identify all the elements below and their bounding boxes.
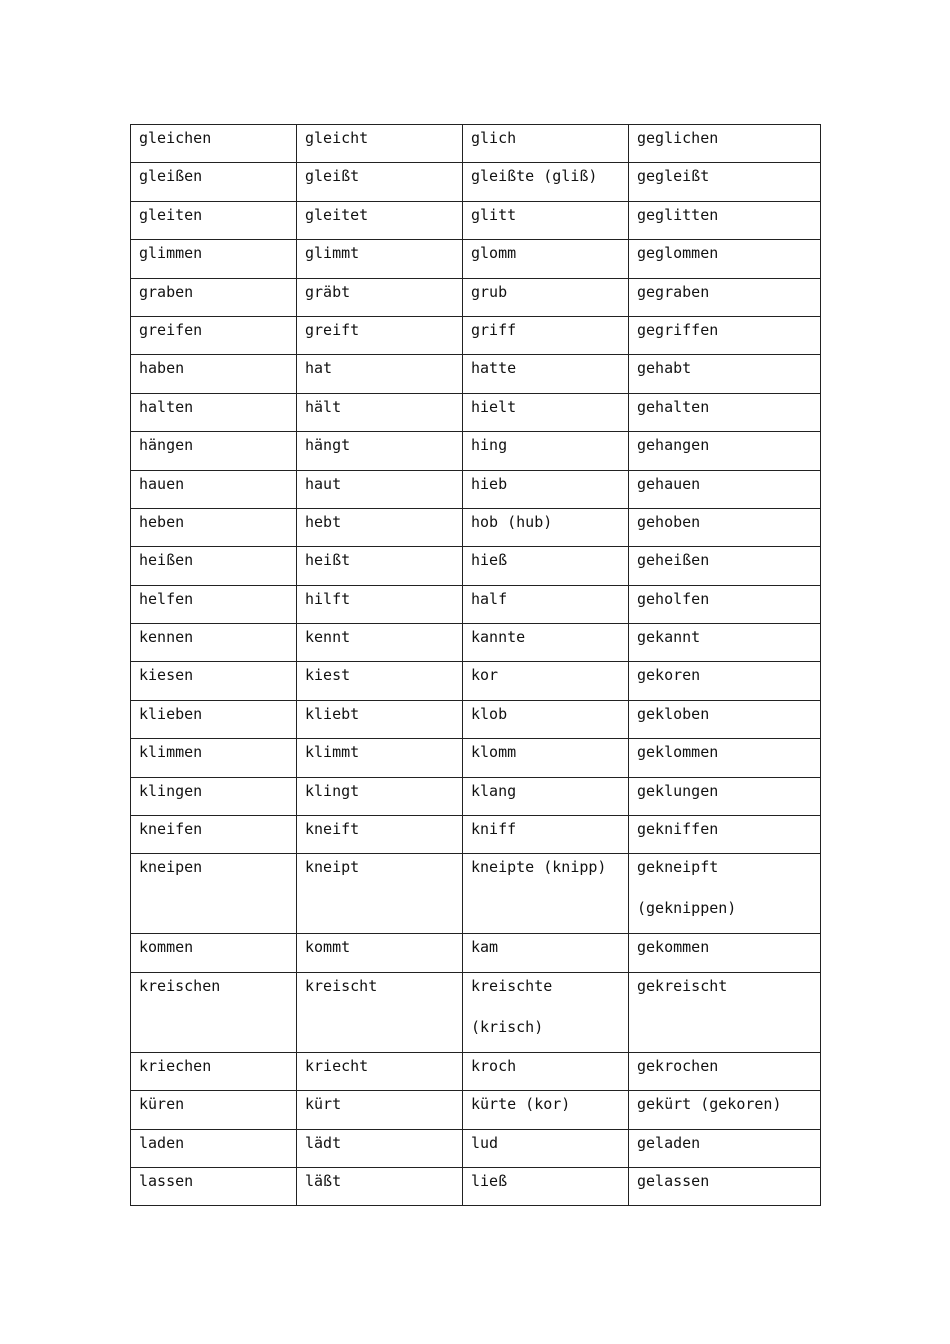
present-cell: läßt — [297, 1167, 463, 1205]
present-cell: kiest — [297, 662, 463, 700]
preterite-cell: lud — [463, 1129, 629, 1167]
table-row — [131, 432, 821, 470]
participle-cell: gelassen — [629, 1167, 821, 1205]
infinitive-cell: küren — [131, 1091, 297, 1129]
present-cell: gleißt — [297, 163, 463, 201]
participle-cell: geheißen — [629, 547, 821, 585]
participle-cell: gegleißt — [629, 163, 821, 201]
table-row — [131, 624, 821, 662]
present-cell: lädt — [297, 1129, 463, 1167]
cell-text-line: (krisch) — [471, 1017, 544, 1036]
table-row — [131, 316, 821, 354]
infinitive-cell: laden — [131, 1129, 297, 1167]
infinitive-cell: gleißen — [131, 163, 297, 201]
present-cell: gleitet — [297, 201, 463, 239]
preterite-cell: glich — [463, 125, 629, 163]
preterite-cell: glomm — [463, 240, 629, 278]
participle-cell: gegraben — [629, 278, 821, 316]
participle-cell: geglichen — [629, 125, 821, 163]
participle-cell: gekommen — [629, 934, 821, 972]
table-row — [131, 1129, 821, 1167]
infinitive-cell: heben — [131, 508, 297, 546]
present-cell: hilft — [297, 585, 463, 623]
cell-text-line: gekneipft — [637, 858, 719, 877]
table-row — [131, 393, 821, 431]
preterite-cell: kannte — [463, 624, 629, 662]
table-row — [131, 816, 821, 854]
preterite-cell: hatte — [463, 355, 629, 393]
present-cell: haut — [297, 470, 463, 508]
preterite-cell: hieß — [463, 547, 629, 585]
participle-cell: gekürt (gekoren) — [629, 1091, 821, 1129]
infinitive-cell: klingen — [131, 777, 297, 815]
infinitive-cell: kiesen — [131, 662, 297, 700]
participle-cell: gehabt — [629, 355, 821, 393]
infinitive-cell: kommen — [131, 934, 297, 972]
infinitive-cell: kennen — [131, 624, 297, 662]
present-cell: hängt — [297, 432, 463, 470]
table-row — [131, 585, 821, 623]
table-row — [131, 1052, 821, 1090]
table-row — [131, 355, 821, 393]
infinitive-cell: kreischen — [131, 972, 297, 1052]
infinitive-cell: kneifen — [131, 816, 297, 854]
cell-text-line: kreischte — [471, 976, 553, 995]
present-cell: kneipt — [297, 854, 463, 934]
table-body — [131, 125, 821, 1206]
infinitive-cell: hauen — [131, 470, 297, 508]
table-row — [131, 777, 821, 815]
infinitive-cell: kriechen — [131, 1052, 297, 1090]
participle-cell: geklungen — [629, 777, 821, 815]
participle-cell: geklommen — [629, 739, 821, 777]
present-cell: klingt — [297, 777, 463, 815]
table-row — [131, 739, 821, 777]
table-row — [131, 854, 821, 934]
present-cell: kürt — [297, 1091, 463, 1129]
participle-cell: geladen — [629, 1129, 821, 1167]
preterite-cell: klang — [463, 777, 629, 815]
participle-cell: gekannt — [629, 624, 821, 662]
table-row — [131, 278, 821, 316]
infinitive-cell: halten — [131, 393, 297, 431]
preterite-cell: hieb — [463, 470, 629, 508]
present-cell: kreischt — [297, 972, 463, 1052]
infinitive-cell: gleichen — [131, 125, 297, 163]
participle-cell: gekloben — [629, 700, 821, 738]
participle-cell: gehalten — [629, 393, 821, 431]
preterite-cell: klob — [463, 700, 629, 738]
participle-cell: gekoren — [629, 662, 821, 700]
infinitive-cell: heißen — [131, 547, 297, 585]
preterite-cell: klomm — [463, 739, 629, 777]
participle-cell: gehoben — [629, 508, 821, 546]
table-row — [131, 1167, 821, 1205]
table-row — [131, 1091, 821, 1129]
verb-conjugation-table — [130, 124, 821, 1206]
present-cell: gräbt — [297, 278, 463, 316]
infinitive-cell: klieben — [131, 700, 297, 738]
infinitive-cell: haben — [131, 355, 297, 393]
table-row — [131, 934, 821, 972]
table-row — [131, 972, 821, 1052]
present-cell: hat — [297, 355, 463, 393]
table-row — [131, 508, 821, 546]
preterite-cell: gleißte (gliß) — [463, 163, 629, 201]
participle-cell: gekniffen — [629, 816, 821, 854]
participle-cell: gekreischt — [629, 972, 821, 1052]
present-cell: klimmt — [297, 739, 463, 777]
present-cell: hält — [297, 393, 463, 431]
table-row — [131, 662, 821, 700]
table-row — [131, 125, 821, 163]
infinitive-cell: graben — [131, 278, 297, 316]
preterite-cell: hielt — [463, 393, 629, 431]
table-row — [131, 201, 821, 239]
infinitive-cell: greifen — [131, 316, 297, 354]
present-cell: gleicht — [297, 125, 463, 163]
present-cell: kennt — [297, 624, 463, 662]
infinitive-cell: klimmen — [131, 739, 297, 777]
participle-cell: geglommen — [629, 240, 821, 278]
infinitive-cell: gleiten — [131, 201, 297, 239]
preterite-cell: grub — [463, 278, 629, 316]
preterite-cell: griff — [463, 316, 629, 354]
preterite-cell: kor — [463, 662, 629, 700]
preterite-cell: half — [463, 585, 629, 623]
cell-text-line: (geknippen) — [637, 899, 737, 918]
preterite-cell: kneipte (knipp) — [463, 854, 629, 934]
preterite-cell: kroch — [463, 1052, 629, 1090]
participle-cell: gegriffen — [629, 316, 821, 354]
participle-cell: gehauen — [629, 470, 821, 508]
infinitive-cell: kneipen — [131, 854, 297, 934]
participle-cell — [629, 854, 821, 934]
participle-cell: geholfen — [629, 585, 821, 623]
infinitive-cell: helfen — [131, 585, 297, 623]
preterite-cell — [463, 972, 629, 1052]
table-row — [131, 470, 821, 508]
present-cell: kriecht — [297, 1052, 463, 1090]
preterite-cell: kam — [463, 934, 629, 972]
preterite-cell: glitt — [463, 201, 629, 239]
participle-cell: gehangen — [629, 432, 821, 470]
present-cell: kneift — [297, 816, 463, 854]
participle-cell: gekrochen — [629, 1052, 821, 1090]
infinitive-cell: hängen — [131, 432, 297, 470]
preterite-cell: kürte (kor) — [463, 1091, 629, 1129]
preterite-cell: kniff — [463, 816, 629, 854]
infinitive-cell: lassen — [131, 1167, 297, 1205]
preterite-cell: ließ — [463, 1167, 629, 1205]
present-cell: kliebt — [297, 700, 463, 738]
present-cell: heißt — [297, 547, 463, 585]
present-cell: glimmt — [297, 240, 463, 278]
participle-cell: geglitten — [629, 201, 821, 239]
present-cell: kommt — [297, 934, 463, 972]
present-cell: hebt — [297, 508, 463, 546]
table-row — [131, 700, 821, 738]
table-row — [131, 547, 821, 585]
preterite-cell: hob (hub) — [463, 508, 629, 546]
table-row — [131, 240, 821, 278]
infinitive-cell: glimmen — [131, 240, 297, 278]
present-cell: greift — [297, 316, 463, 354]
preterite-cell: hing — [463, 432, 629, 470]
table-row — [131, 163, 821, 201]
